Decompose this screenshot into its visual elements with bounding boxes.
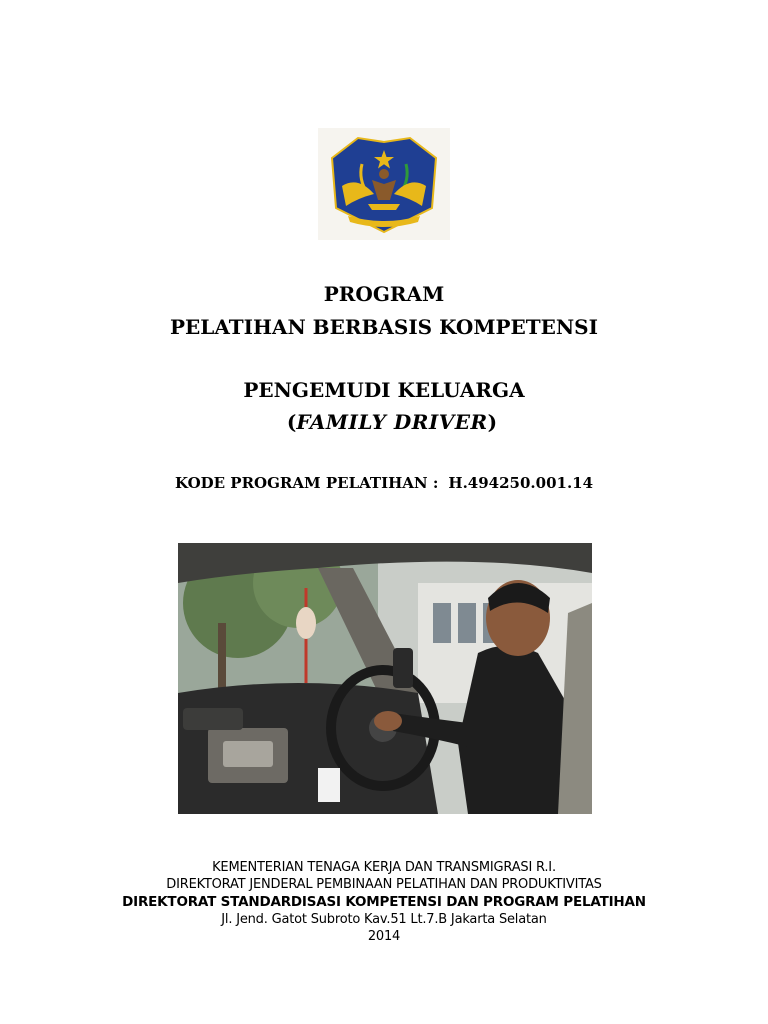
program-subtitle: PELATIHAN BERBASIS KOMPETENSI <box>170 315 598 339</box>
program-code-value: H.494250.001.14 <box>448 474 594 492</box>
occupation-english-text: FAMILY DRIVER <box>296 410 488 434</box>
program-title: PROGRAM <box>323 282 445 306</box>
footer-directorate-general: DIREKTORAT JENDERAL PEMBINAAN PELATIHAN DAN PRODUKTIVITAS <box>166 877 602 892</box>
program-code <box>0 474 768 492</box>
footer-ministry: KEMENTERIAN TENAGA KERJA DAN TRANSMIGRASI R.I. <box>212 860 556 875</box>
ministry-emblem-icon <box>318 128 450 240</box>
occupation-english-title <box>8 410 768 434</box>
footer-address: Jl. Jend. Gatot Subroto Kav.51 Lt.7.B Jakarta Selatan <box>221 912 547 927</box>
footer-directorate: DIREKTORAT STANDARDISASI KOMPETENSI DAN PROGRAM PELATIHAN <box>122 894 646 910</box>
driver-photo <box>178 543 592 814</box>
paren-close: ) <box>487 410 498 434</box>
program-code-label: KODE PROGRAM PELATIHAN : <box>174 474 439 492</box>
paren-open: ( <box>286 410 297 434</box>
footer-year: 2014 <box>367 929 401 944</box>
occupation-title: PENGEMUDI KELUARGA <box>243 378 525 402</box>
